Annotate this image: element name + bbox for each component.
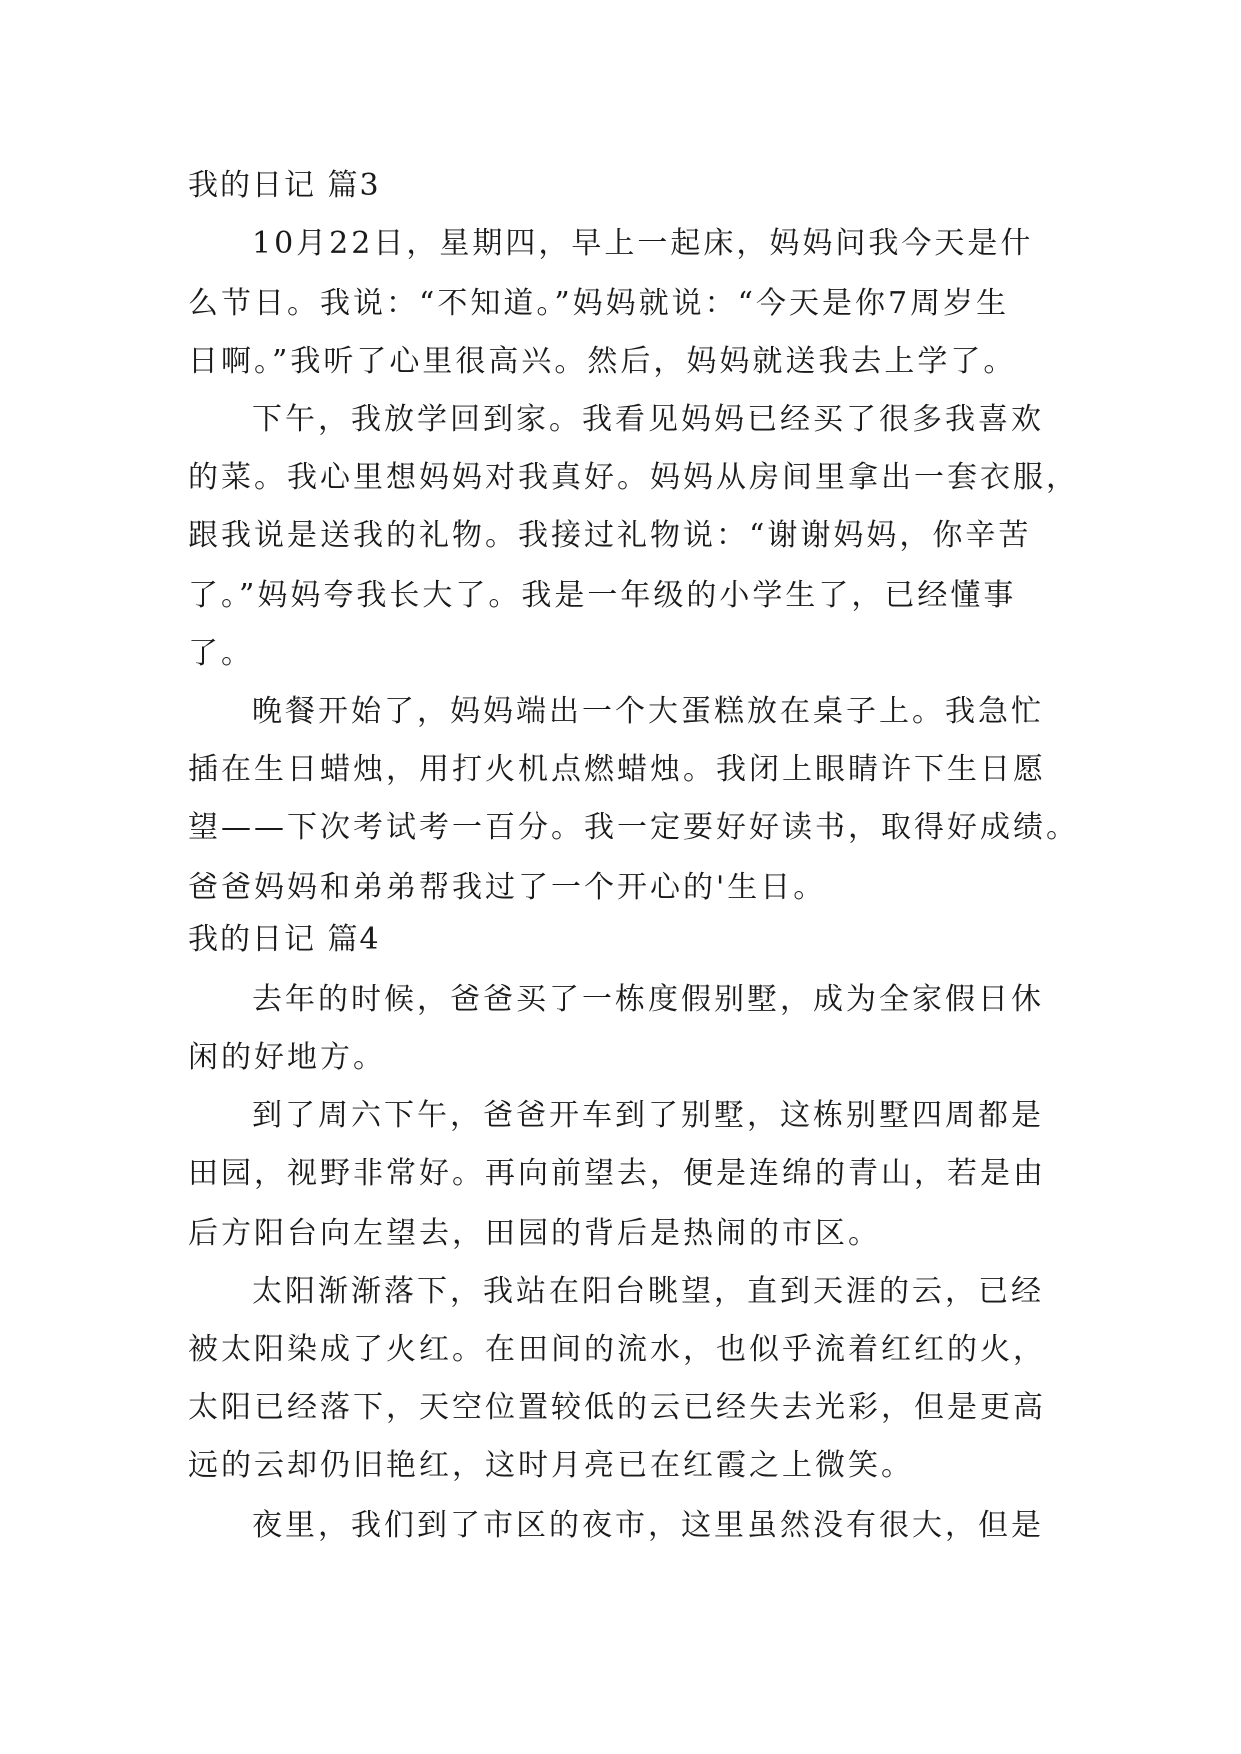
text-line: 跟我说是送我的礼物。我接过礼物说：“谢谢妈妈，你辛苦 (188, 518, 1032, 553)
text-line: 闲的好地方。 (188, 1040, 386, 1075)
text-line: 日啊。”我听了心里很高兴。然后，妈妈就送我去上学了。 (188, 344, 1017, 379)
section-heading: 我的日记 篇4 (188, 922, 381, 957)
text-line: 到了周六下午，爸爸开车到了别墅，这栋别墅四周都是 (252, 1098, 1044, 1133)
text-line: 晚餐开始了，妈妈端出一个大蛋糕放在桌子上。我急忙 (252, 694, 1044, 729)
text-line: 夜里，我们到了市区的夜市，这里虽然没有很大，但是 (252, 1508, 1044, 1543)
text-line: 么节日。我说：“不知道。”妈妈就说：“今天是你7周岁生 (188, 286, 1010, 321)
text-line: 去年的时候，爸爸买了一栋度假别墅，成为全家假日休 (252, 982, 1044, 1017)
text-line: 了。 (188, 636, 254, 671)
text-line: 望——下次考试考一百分。我一定要好好读书，取得好成绩。 (188, 810, 1079, 845)
text-line: 太阳已经落下，天空位置较低的云已经失去光彩，但是更高 (188, 1390, 1046, 1425)
text-line: 远的云却仍旧艳红，这时月亮已在红霞之上微笑。 (188, 1448, 914, 1483)
text-line: 的菜。我心里想妈妈对我真好。妈妈从房间里拿出一套衣服， (188, 460, 1079, 495)
text-line: 后方阳台向左望去，田园的背后是热闹的市区。 (188, 1216, 881, 1251)
text-line: 插在生日蜡烛，用打火机点燃蜡烛。我闭上眼睛许下生日愿 (188, 752, 1046, 787)
text-line: 太阳渐渐落下，我站在阳台眺望，直到天涯的云，已经 (252, 1274, 1044, 1309)
section-heading: 我的日记 篇3 (188, 168, 381, 203)
text-line: 田园，视野非常好。再向前望去，便是连绵的青山，若是由 (188, 1156, 1046, 1191)
text-line: 被太阳染成了火红。在田间的流水，也似乎流着红红的火， (188, 1332, 1046, 1367)
text-line: 下午，我放学回到家。我看见妈妈已经买了很多我喜欢 (252, 402, 1044, 437)
text-line: 了。”妈妈夸我长大了。我是一年级的小学生了，已经懂事 (188, 578, 1017, 613)
text-line: 爸爸妈妈和弟弟帮我过了一个开心的'生日。 (188, 870, 827, 905)
text-line: 10月22日，星期四，早上一起床，妈妈问我今天是什 (252, 226, 1034, 261)
